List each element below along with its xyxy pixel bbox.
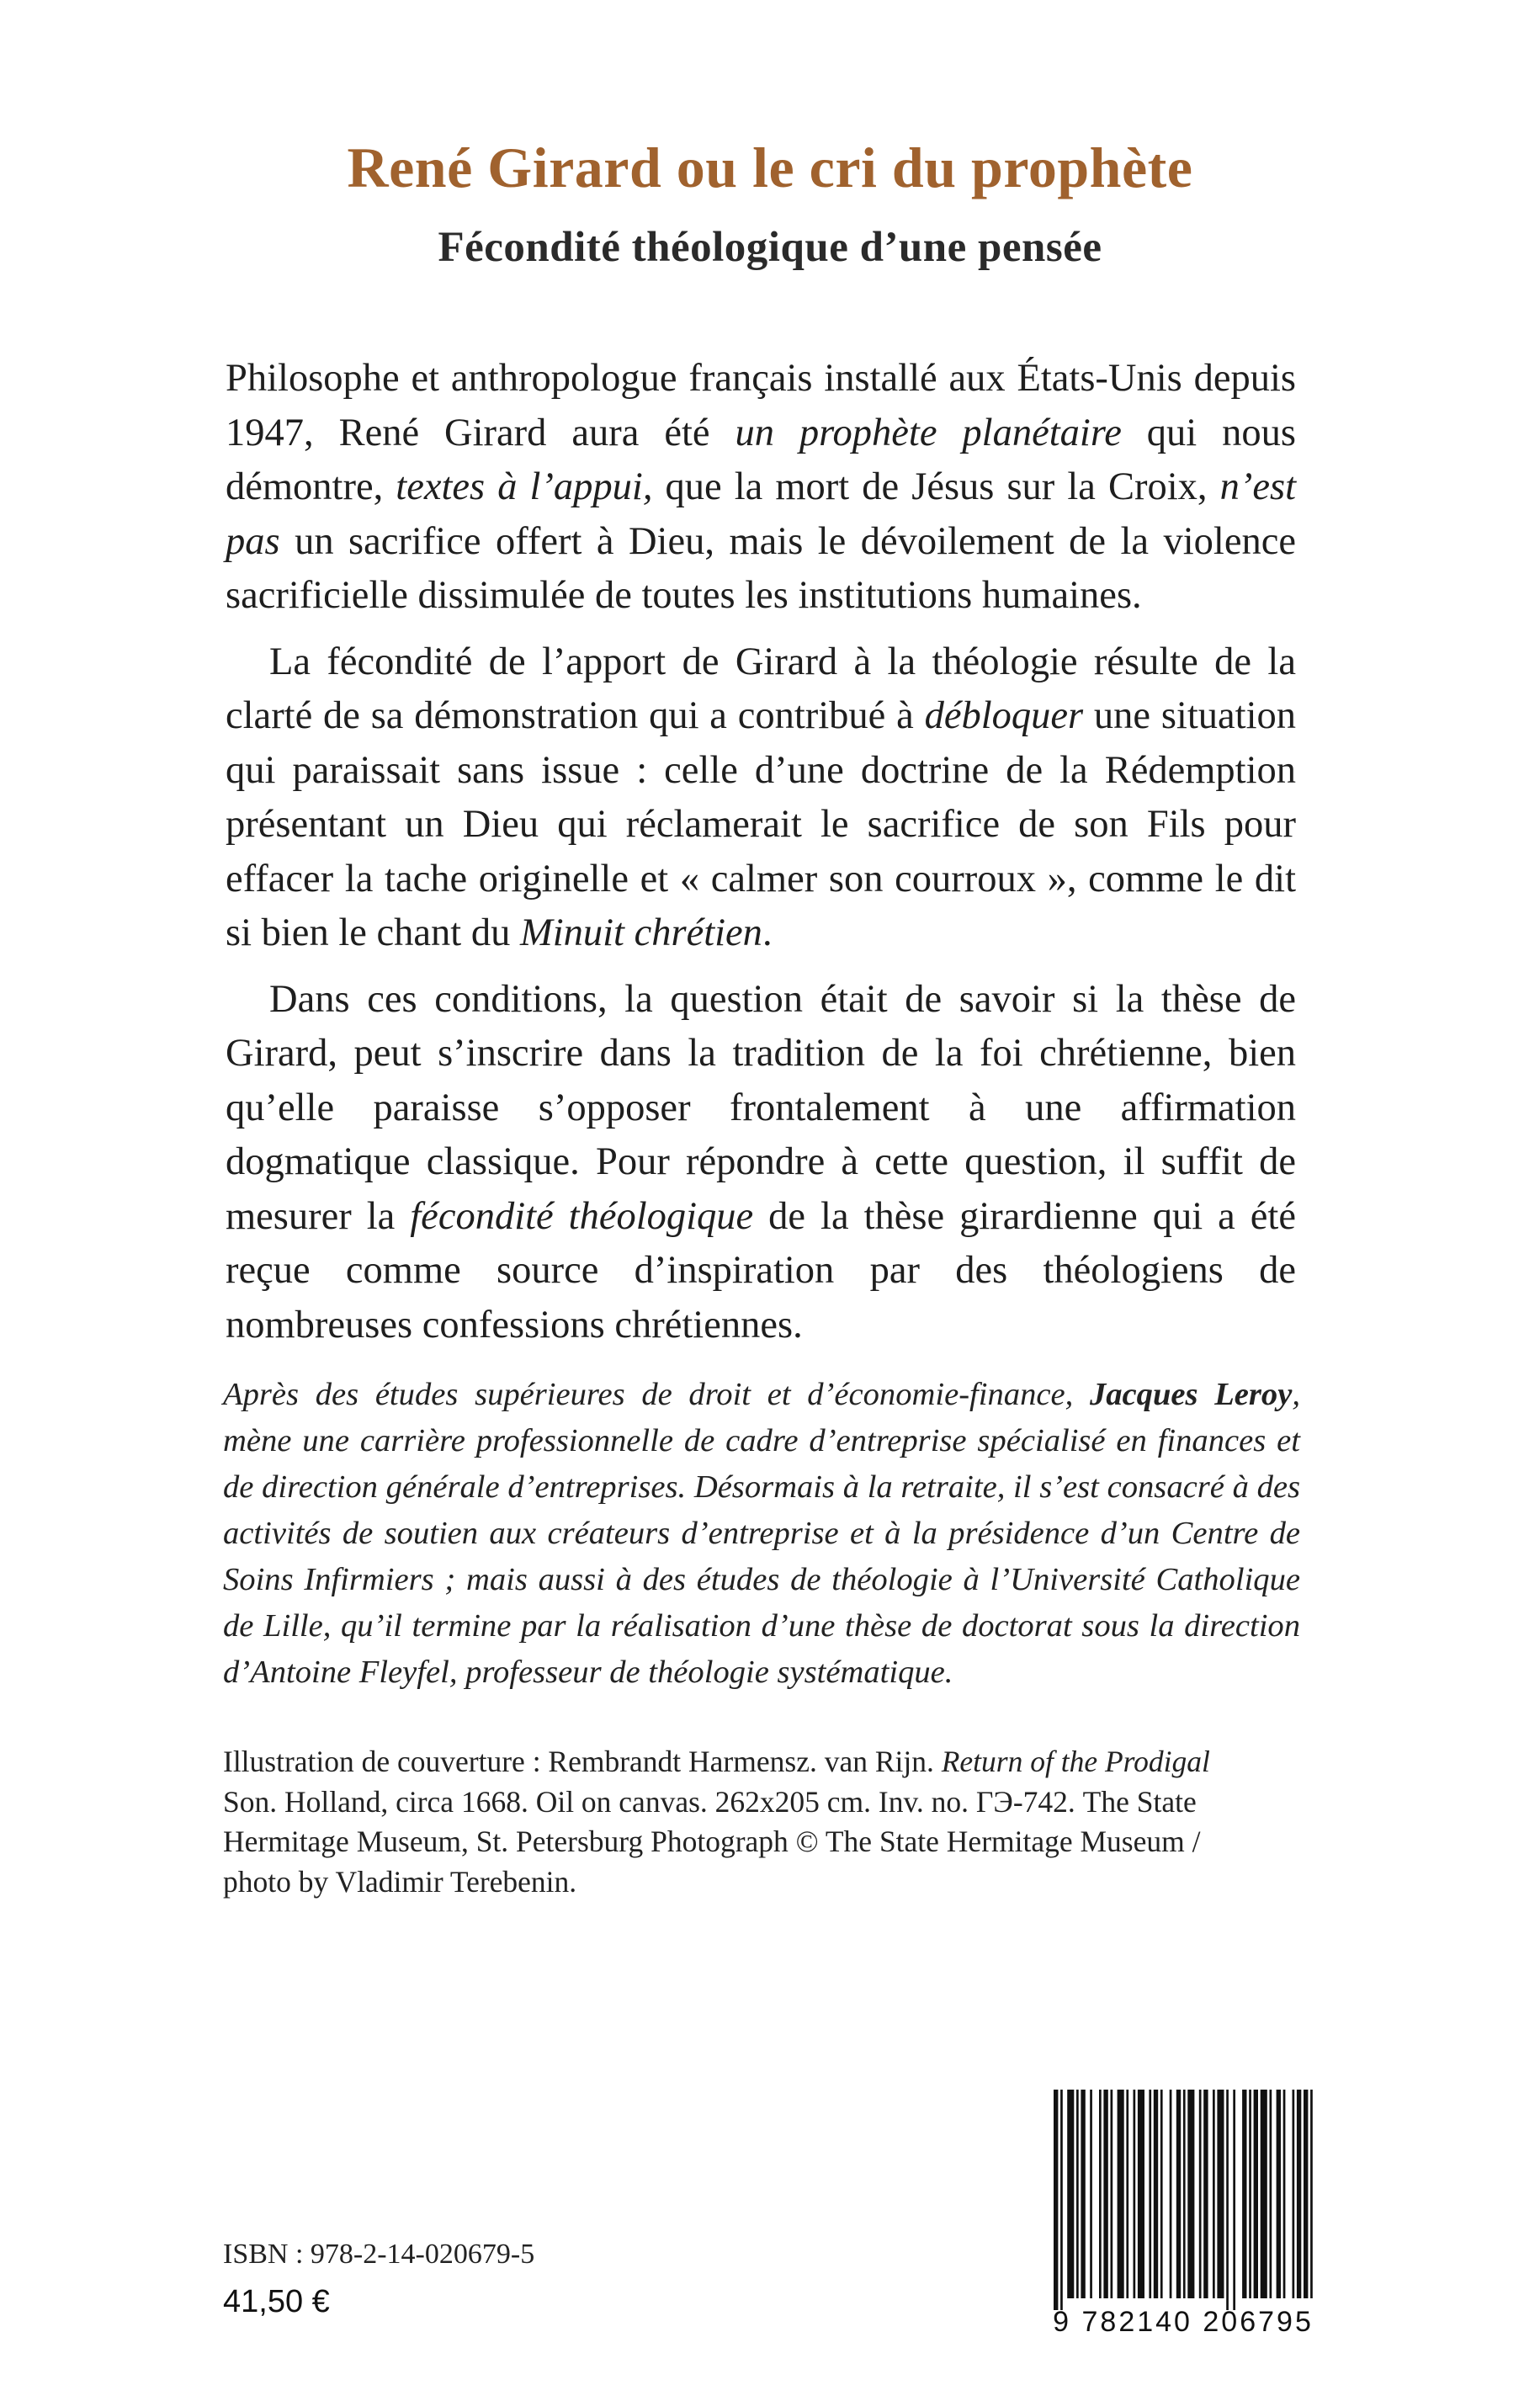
barcode-bar [1310, 2090, 1313, 2298]
book-title: René Girard ou le cri du prophète [347, 135, 1193, 199]
summary-text [226, 352, 1296, 1352]
isbn-number: ISBN : 978-2-14-020679-5 [223, 2239, 535, 2270]
barcode-bar [1134, 2090, 1136, 2298]
barcode-bar [1138, 2090, 1144, 2298]
barcode-bar [1203, 2090, 1208, 2298]
barcode-bar [1242, 2090, 1246, 2298]
barcode-bar [1213, 2090, 1215, 2298]
summary-p3-run-1: fécondité théologique [410, 1194, 754, 1238]
barcode-bar [1226, 2090, 1229, 2310]
barcode-bar [1261, 2090, 1267, 2298]
author-biography [223, 1372, 1300, 1696]
barcode-bar [1099, 2090, 1102, 2298]
summary-p2-run-4: . [762, 911, 773, 954]
barcode-bar [1293, 2090, 1295, 2298]
summary-paragraph-2 [226, 635, 1296, 961]
book-subtitle: Fécondité théologique d’une pensée [438, 224, 1102, 271]
summary-p2-run-0: La fécondité de l’apport de Girard à la théologie résulte de la clarté de sa démonstration qui a contribué à [226, 640, 1296, 737]
summary-p1-run-0: Philosophe et anthropologue français installé aux États-Unis depuis 1947, René Girard aura été [226, 357, 1296, 454]
barcode-bar [1297, 2090, 1301, 2298]
barcode-bar [1067, 2090, 1074, 2298]
barcode-bar [1283, 2090, 1286, 2298]
book-price: 41,50 € [223, 2284, 330, 2319]
barcode-bar [1090, 2090, 1092, 2298]
barcode-bar [1111, 2090, 1113, 2298]
summary-p1-run-6: un sacrifice offert à Dieu, mais le dévoilement de la violence sacrificielle dissimulée de toutes les institutions humaines. [226, 519, 1296, 617]
barcode-bar [1118, 2090, 1124, 2298]
summary-p2-run-1: débloquer [924, 694, 1084, 737]
barcode-bar [1081, 2090, 1085, 2298]
artwork-title: Return of the Prodigal [941, 1745, 1210, 1778]
summary-p1-run-3: textes à l’appui, [396, 465, 653, 508]
barcode-bar [1217, 2090, 1224, 2298]
barcode-bar [1154, 2090, 1158, 2298]
summary-paragraph-1 [226, 352, 1296, 624]
credit-text-start: Illustration de couverture : Rembrandt Harmensz. van Rijn. [223, 1745, 942, 1778]
summary-p3-run-0: Dans ces conditions, la question était de savoir si la thèse de Girard, peut s’inscrire dans la tradition de la foi chrétienne, bien qu’elle paraisse s’opposer frontalement à une affirmation dogmatique classique. Pour répondre à cette question, il suffit de mesurer la [226, 977, 1296, 1238]
summary-p1-run-2: qui nous démontre, [226, 411, 1296, 508]
summary-p3-run-2: de la thèse girardienne qui a été reçue comme source d’inspiration par des théologiens de nombreuses confessions chrétiennes. [226, 1194, 1296, 1347]
summary-p1-run-1: un prophète planétaire [735, 411, 1122, 454]
barcode-bar [1233, 2090, 1235, 2310]
bio-text-end: , mène une carrière professionnelle de cadre d’entreprise spécialisé en finances et de direction générale d’entreprises. Désormais à la retraite, il s’est consacré à des activités de soutien aux créateurs d’entreprise et à la présidence d’un Centre de Soins Infirmiers ; mais aussi à des études de théologie à l’Université Catholique de Lille, qu’il termine par la réalisation d’une thèse de doctorat sous la direction d’Antoine Fleyfel, professeur de théologie systématique. [223, 1377, 1300, 1690]
barcode-bar [1270, 2090, 1272, 2298]
barcode-bar [1170, 2090, 1172, 2298]
barcode-bar [1199, 2090, 1202, 2298]
barcode-bar [1176, 2090, 1181, 2298]
barcode-bar [1183, 2090, 1186, 2298]
barcode-bar [1060, 2090, 1063, 2310]
barcode-bar [1149, 2090, 1151, 2298]
barcode-bar [1054, 2090, 1058, 2310]
summary-p2-run-3: Minuit chrétien [519, 911, 762, 954]
barcode-bar [1160, 2090, 1163, 2298]
summary-p1-run-5: n’est pas [226, 465, 1296, 563]
barcode-digits: 9 782140 206795 [1053, 2306, 1314, 2338]
barcode-bar [1304, 2090, 1308, 2298]
barcode-bar [1277, 2090, 1281, 2298]
barcode-bar [1076, 2090, 1079, 2298]
barcode-bar [1187, 2090, 1194, 2298]
barcode-bar [1249, 2090, 1251, 2298]
barcode-bar [1254, 2090, 1258, 2298]
summary-paragraph-3 [226, 973, 1296, 1353]
barcode-bar [1103, 2090, 1107, 2298]
bio-text-start: Après des études supérieures de droit et d’économie-finance, [223, 1377, 1090, 1412]
cover-illustration-credit [223, 1742, 1267, 1902]
barcode-bar [1126, 2090, 1128, 2298]
summary-p1-run-4: que la mort de Jésus sur la Croix, [652, 465, 1220, 508]
summary-p2-run-2: une situation qui paraissait sans issue : celle d’une doctrine de la Rédemption présentant un Dieu qui réclamerait le sacrifice de son Fils pour effacer la tache originelle et « calmer son courroux », comme le dit si bien le chant du [226, 694, 1296, 954]
author-name: Jacques Leroy [1089, 1377, 1293, 1412]
credit-text-end: Son. Holland, circa 1668. Oil on canvas. 262x205 cm. Inv. no. ГЭ-742. The State Hermitage Museum, St. Petersburg Photograph © The State Hermitage Museum / photo by Vladimir Terebenin. [223, 1784, 1201, 1899]
